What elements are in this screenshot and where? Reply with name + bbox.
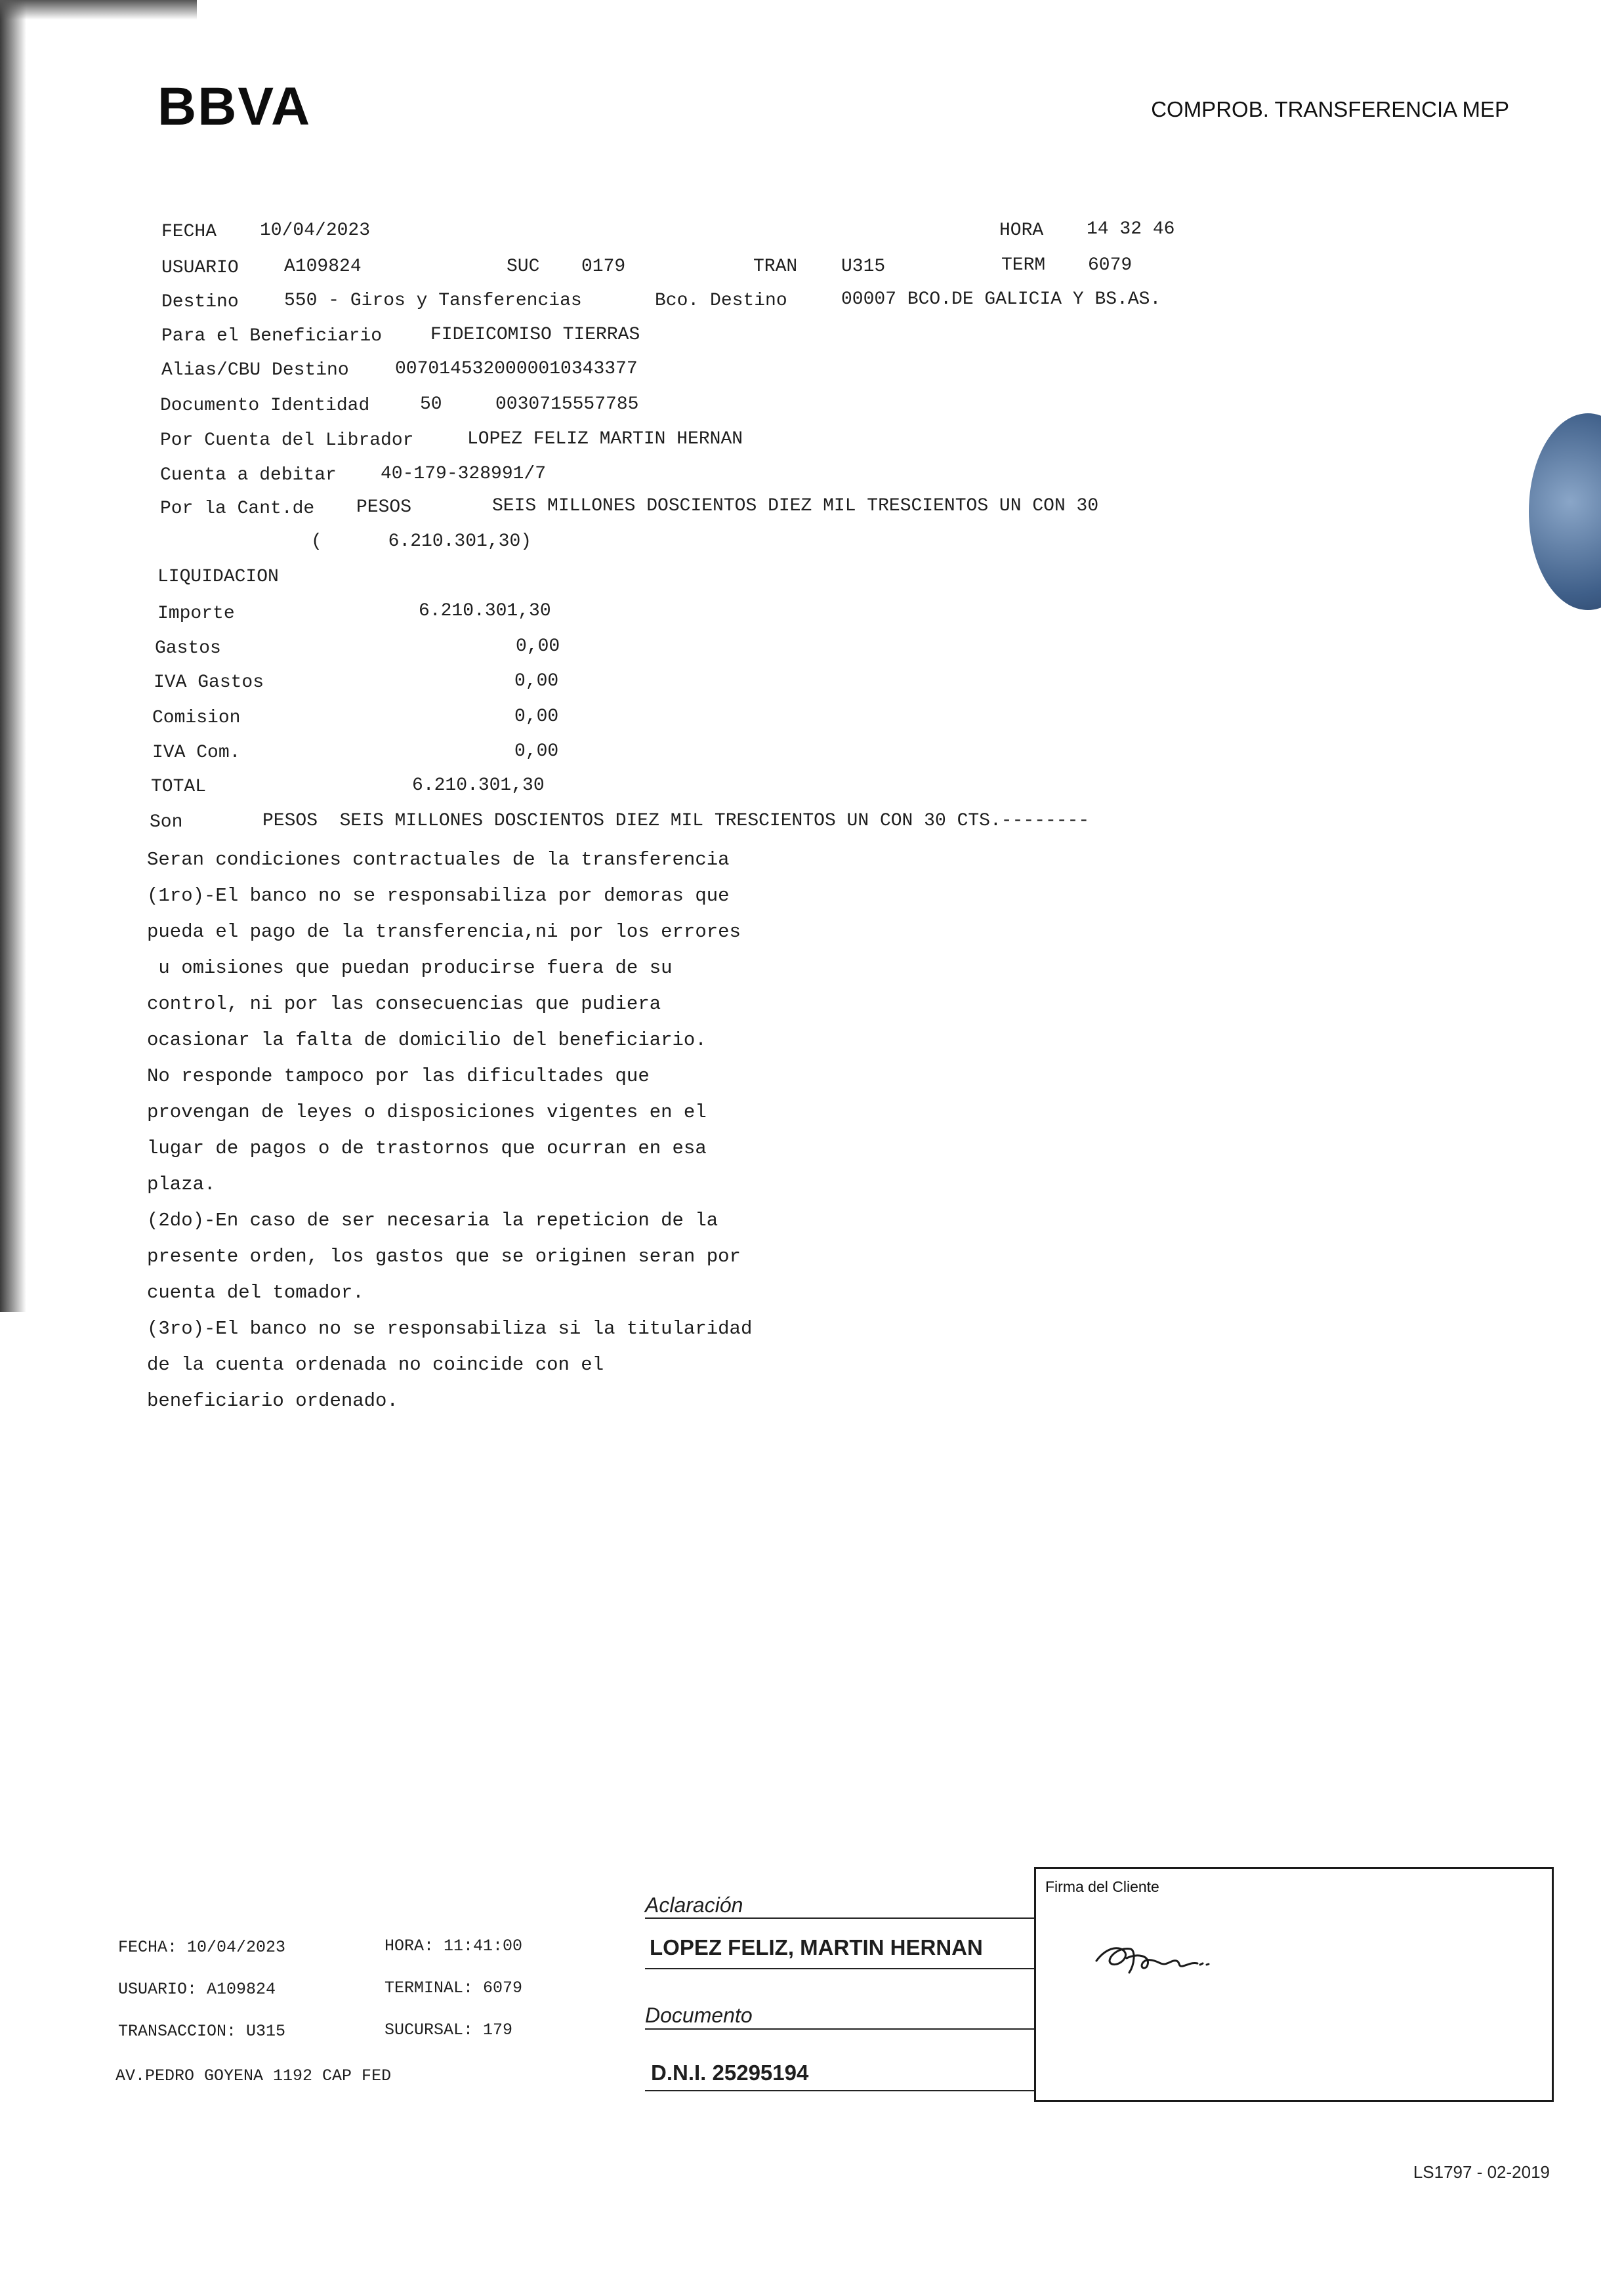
footer-transaccion: TRANSACCION: U315 — [118, 2022, 286, 2041]
footer-direccion: AV.PEDRO GOYENA 1192 CAP FED — [115, 2066, 392, 2085]
document-title: COMPROB. TRANSFERENCIA MEP — [1151, 97, 1509, 121]
liquidacion-value-total: 6.210.301,30 — [412, 775, 545, 796]
documento-footer-value: D.N.I. 25295194 — [651, 2060, 809, 2085]
destino-label: Destino — [161, 292, 239, 312]
term-label: TERM — [1001, 255, 1046, 276]
tran-value: U315 — [841, 256, 886, 277]
liquidacion-value-comision: 0,00 — [514, 707, 559, 727]
beneficiario-value: FIDEICOMISO TIERRAS — [430, 325, 640, 345]
condition-line: (3ro)-El banco no se responsabiliza si la titularidad — [147, 1318, 753, 1340]
liquidacion-label-total: TOTAL — [151, 777, 207, 797]
documento-bottom-line — [645, 2090, 1035, 2091]
beneficiario-label: Para el Beneficiario — [161, 326, 383, 346]
son-label: Son — [150, 812, 183, 832]
condition-line: presente orden, los gastos que se originen seran por — [147, 1246, 741, 1267]
alias-value: 0070145320000010343377 — [395, 359, 638, 379]
condition-line: (1ro)-El banco no se responsabiliza por demoras que — [147, 885, 730, 907]
cantidad-label: Por la Cant.de — [160, 499, 315, 519]
footer-hora: HORA: 11:41:00 — [385, 1937, 523, 1956]
hora-value: 14 32 46 — [1087, 219, 1175, 239]
aclaracion-label: Aclaración — [645, 1893, 743, 1917]
alias-label: Alias/CBU Destino — [161, 360, 349, 380]
condition-line: plaza. — [147, 1174, 216, 1195]
cantidad-letras: SEIS MILLONES DOSCIENTOS DIEZ MIL TRESCIENTOS UN CON 30 — [492, 496, 1099, 516]
condition-line: u omisiones que puedan producirse fuera de su — [147, 957, 673, 979]
fecha-label: FECHA — [161, 222, 217, 242]
firma-label: Firma del Cliente — [1045, 1878, 1159, 1895]
condition-line: control, ni por las consecuencias que pudiera — [147, 993, 661, 1015]
usuario-label: USUARIO — [161, 258, 239, 278]
condition-line: cuenta del tomador. — [147, 1282, 364, 1303]
liquidacion-label-importe: Importe — [157, 604, 235, 624]
cantidad-moneda: PESOS — [356, 497, 412, 518]
librador-value: LOPEZ FELIZ MARTIN HERNAN — [467, 429, 743, 449]
condition-line: No responde tampoco por las dificultades que — [147, 1065, 650, 1087]
footer-usuario: USUARIO: A109824 — [118, 1980, 276, 1999]
liquidacion-value-importe: 6.210.301,30 — [419, 601, 551, 621]
suc-label: SUC — [507, 256, 540, 277]
suc-value: 0179 — [581, 256, 626, 277]
condition-line: lugar de pagos o de trastornos que ocurran en esa — [147, 1138, 707, 1159]
destino-value: 550 - Giros y Tansferencias — [284, 291, 582, 311]
librador-label: Por Cuenta del Librador — [160, 430, 414, 451]
liquidacion-value-gastos: 0,00 — [516, 636, 560, 657]
liquidacion-value-iva-gastos: 0,00 — [514, 671, 559, 691]
client-signature — [1087, 1927, 1218, 1986]
hora-label: HORA — [999, 220, 1044, 241]
bco-destino-label: Bco. Destino — [655, 291, 787, 311]
bco-destino-value: 00007 BCO.DE GALICIA Y BS.AS. — [841, 289, 1161, 310]
aclaracion-bottom-line — [645, 1968, 1035, 1969]
aclaracion-line — [645, 1917, 1035, 1919]
footer-terminal: TERMINAL: 6079 — [385, 1978, 523, 1998]
condition-line: beneficiario ordenado. — [147, 1390, 398, 1412]
scan-background-object — [1529, 413, 1601, 610]
scan-edge-shadow — [0, 0, 26, 1312]
documento-footer-label: Documento — [645, 2003, 753, 2027]
scan-edge-top — [0, 0, 197, 20]
signature-box — [1034, 1867, 1554, 2102]
term-value: 6079 — [1088, 255, 1133, 276]
cantidad-numero: ( 6.210.301,30) — [311, 531, 532, 552]
liquidacion-label-iva-gastos: IVA Gastos — [154, 672, 264, 693]
form-code: LS1797 - 02-2019 — [1413, 2162, 1550, 2182]
documento-value: 0030715557785 — [495, 394, 639, 415]
footer-sucursal: SUCURSAL: 179 — [385, 2020, 513, 2040]
usuario-value: A109824 — [284, 256, 362, 277]
bank-logo: BBVA — [157, 77, 312, 136]
fecha-value: 10/04/2023 — [260, 220, 371, 241]
aclaracion-value: LOPEZ FELIZ, MARTIN HERNAN — [650, 1935, 983, 1959]
son-text: PESOS SEIS MILLONES DOSCIENTOS DIEZ MIL TRESCIENTOS UN CON 30 CTS.-------- — [262, 811, 1090, 831]
condition-line: pueda el pago de la transferencia,ni por los errores — [147, 921, 741, 943]
documento-line — [645, 2028, 1035, 2030]
liquidacion-label-comision: Comision — [152, 708, 241, 728]
cuenta-label: Cuenta a debitar — [160, 465, 337, 485]
liquidacion-label-iva-com: IVA Com. — [152, 743, 241, 763]
condition-line: provengan de leyes o disposiciones vigentes en el — [147, 1101, 707, 1123]
condition-line: (2do)-En caso de ser necesaria la repeticion de la — [147, 1210, 718, 1231]
condition-line: ocasionar la falta de domicilio del beneficiario. — [147, 1029, 707, 1051]
liquidacion-label-gastos: Gastos — [155, 638, 221, 659]
conditions-block — [147, 842, 752, 1419]
tran-label: TRAN — [753, 256, 798, 277]
documento-label: Documento Identidad — [160, 396, 370, 416]
footer-fecha: FECHA: 10/04/2023 — [118, 1938, 286, 1957]
liquidacion-title: LIQUIDACION — [157, 567, 279, 587]
condition-line: Seran condiciones contractuales de la transferencia — [147, 849, 730, 871]
condition-line: de la cuenta ordenada no coincide con el — [147, 1354, 604, 1376]
documento-tipo: 50 — [420, 394, 442, 415]
cuenta-value: 40-179-328991/7 — [381, 464, 547, 484]
liquidacion-value-iva-com: 0,00 — [514, 741, 559, 762]
